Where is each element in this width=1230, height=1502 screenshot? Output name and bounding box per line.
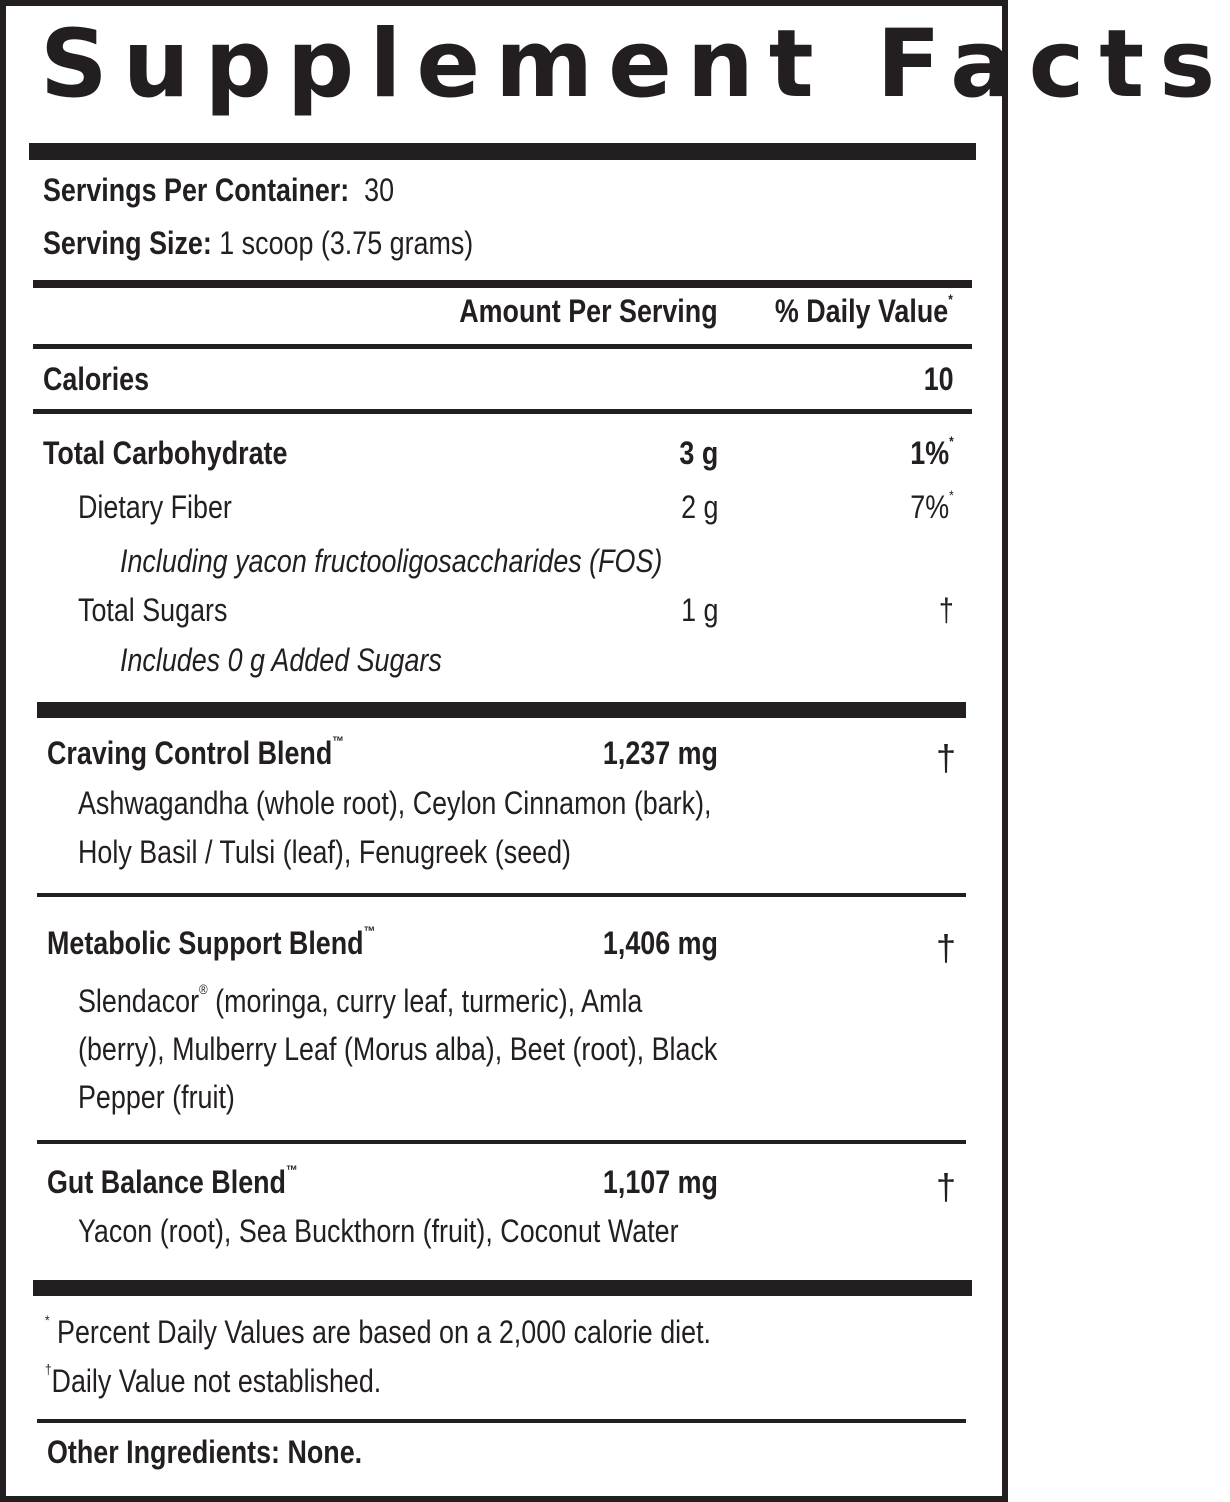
thick-divider-top [29,143,976,160]
servings-per-container-label: Servings Per Container: [43,172,350,208]
total-sugars-amount: 1 g [680,592,718,628]
blend-ingredient-line: Ashwagandha (whole root), Ceylon Cinnamon (bark), [78,785,712,821]
amount-per-serving-header: Amount Per Serving [459,293,718,329]
total-sugars-label: Total Sugars [78,592,228,628]
blend-name: Gut Balance Blend™ [47,1162,298,1200]
serving-size-value: 1 scoop (3.75 grams) [219,225,474,261]
label-title: Supplement Facts [40,10,1230,119]
divider-servings [33,280,972,288]
thick-divider-footnotes [33,1280,972,1296]
blend-ingredient-line: Slendacor® (moringa, curry leaf, turmeric), Amla [78,981,643,1019]
blend-amount: 1,107 mg [602,1164,718,1200]
dietary-fiber-dv: 7%* [910,487,954,525]
divider-other [37,1419,966,1423]
calories-value: 10 [924,361,954,397]
dietary-fiber-amount: 2 g [680,489,718,525]
fos-note: Including yacon fructooligosaccharides (FOS) [120,543,663,579]
blend-ingredient-line: (berry), Mulberry Leaf (Morus alba), Beet (root), Black [78,1031,718,1067]
added-sugars-note: Includes 0 g Added Sugars [120,642,442,678]
divider-blend-2 [37,1140,966,1144]
total-carbohydrate-dv: 1%* [910,433,954,471]
other-ingredients: Other Ingredients: None. [47,1434,363,1470]
servings-per-container-row [43,172,461,209]
blend-ingredient-line: Yacon (root), Sea Buckthorn (fruit), Coconut Water [78,1213,679,1249]
blend-dv: † [935,1166,956,1207]
blend-name: Craving Control Blend™ [47,733,344,771]
total-sugars-dv: † [939,592,954,628]
blend-ingredient-line: Holy Basil / Tulsi (leaf), Fenugreek (seed) [78,834,571,870]
divider-header [33,344,972,349]
footnote-percent-daily-values: * Percent Daily Values are based on a 2,000 calorie diet. [45,1312,712,1350]
blend-name: Metabolic Support Blend™ [47,923,376,961]
blend-ingredient-line: Pepper (fruit) [78,1079,235,1115]
total-carbohydrate-label: Total Carbohydrate [43,435,288,471]
blend-amount: 1,406 mg [602,925,718,961]
divider-calories [33,409,972,414]
blend-dv: † [935,737,956,778]
footnote-daily-value-not-established: †Daily Value not established. [45,1361,382,1399]
serving-size-label: Serving Size: [43,225,212,261]
total-carbohydrate-amount: 3 g [679,435,718,471]
blend-dv: † [935,927,956,968]
daily-value-header: % Daily Value* [775,291,953,329]
blend-amount: 1,237 mg [602,735,718,771]
thick-divider-carbs [37,702,966,718]
calories-label: Calories [43,361,150,397]
servings-per-container-value: 30 [364,172,395,208]
divider-blend-1 [37,893,966,897]
serving-size-row [43,225,555,262]
dietary-fiber-label: Dietary Fiber [78,489,232,525]
